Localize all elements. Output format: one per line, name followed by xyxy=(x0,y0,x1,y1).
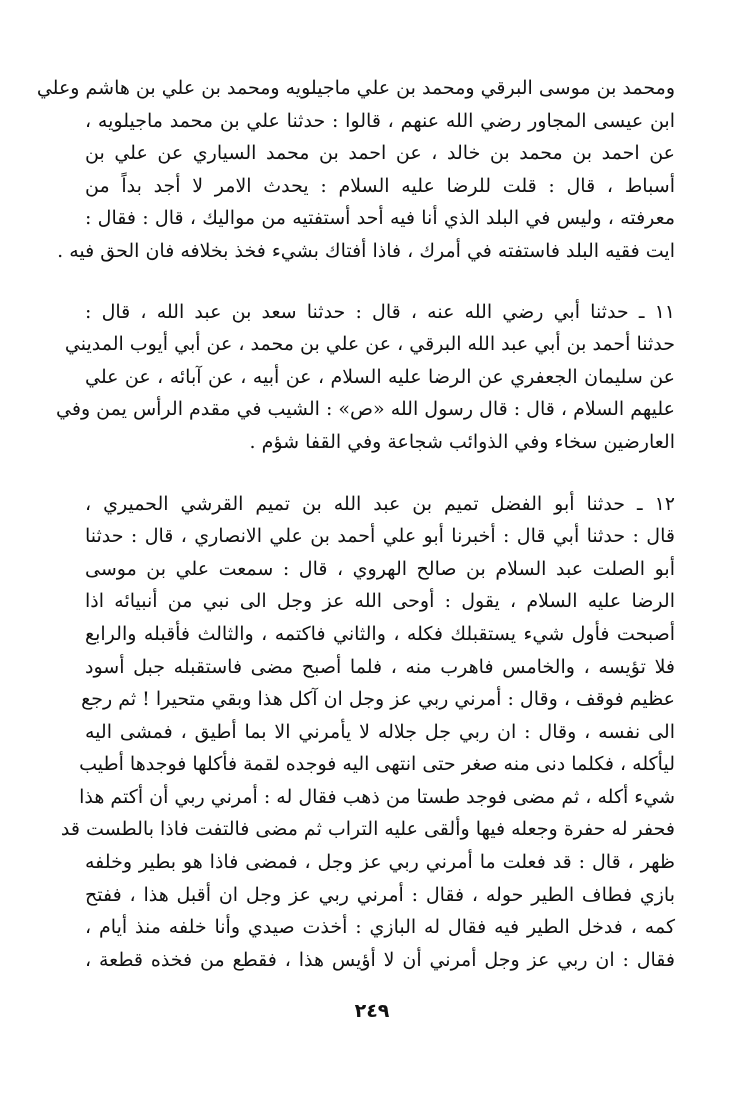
page-number: ٢٤٩ xyxy=(354,1000,390,1022)
text-line: الى نفسه ، وقال : ان ربي جل جلاله لا يأمرني الا بما أطيق ، فمشى اليه xyxy=(85,720,675,743)
text-line: ايت فقيه البلد فاستفته في أمرك ، فاذا أفتاك بشيء فخذ بخلافه فان الحق فيه . xyxy=(57,239,675,262)
text-line: ابن عيسى المجاور رضي الله عنهم ، قالوا : حدثنا علي بن محمد ماجيلويه ، xyxy=(85,109,675,132)
text-line: ظهر ، قال : قد فعلت ما أمرني ربي عز وجل ، فمضى فاذا هو بطير وخلفه xyxy=(85,851,675,874)
text-line: أصبحت فأول شيء يستقبلك فكله ، والثاني فاكتمه ، والثالث فأقبله والرابع xyxy=(85,622,675,645)
paragraph-spacer xyxy=(85,459,675,488)
text-line: عن احمد بن محمد بن خالد ، عن احمد بن محمد السياري عن علي بن xyxy=(85,142,675,165)
text-line: فقال : ان ربي عز وجل أمرني أن لا أؤيس هذا ، فقطع من فخذه قطعة ، xyxy=(85,948,675,971)
text-line: قال : حدثنا أبي قال : أخبرنا أبو علي أحمد بن علي الانصاري ، قال : حدثنا xyxy=(85,525,675,548)
text-line: أبو الصلت عبد السلام بن صالح الهروي ، قال : سمعت علي بن موسى xyxy=(85,557,675,580)
text-line: عن سليمان الجعفري عن الرضا عليه السلام ، عن أبيه ، عن آبائه ، عن علي xyxy=(85,365,675,388)
book-page xyxy=(36,72,675,976)
text-line: كمه ، فدخل الطير فيه فقال له البازي : أخذت صيدي وأنا خلفه منذ أيام ، xyxy=(85,916,675,939)
paragraph-2 xyxy=(56,296,675,459)
paragraph-1 xyxy=(36,72,675,268)
text-line: حدثنا أحمد بن أبي عبد الله البرقي ، عن علي بن محمد ، عن أبي أيوب المديني xyxy=(64,333,675,356)
text-line: معرفته ، وليس في البلد الذي أنا فيه أحد أستفتيه من مواليك ، قال : فقال : xyxy=(85,207,675,230)
paragraph-spacer xyxy=(85,268,675,296)
paragraph-3 xyxy=(60,488,675,977)
text-line: ليأكله ، فكلما دنى منه صغر حتى انتهى اليه فوجده لقمة فأكلها فوجدها أطيب xyxy=(79,753,675,776)
text-line: بازي فطاف الطير حوله ، فقال : أمرني ربي عز وجل ان أقبل هذا ، ففتح xyxy=(85,883,675,906)
text-line: فحفر له حفرة وجعله فيها وألقى عليه التراب ثم مضى فالتفت فاذا بالطست قد xyxy=(60,818,675,841)
text-line: عليهم السلام ، قال : قال رسول الله «ص» : الشيب في مقدم الرأس يمن وفي xyxy=(56,398,675,421)
text-line: ومحمد بن موسى البرقي ومحمد بن علي ماجيلويه ومحمد بن علي بن هاشم وعلي xyxy=(36,77,675,99)
text-line: فلا تؤيسه ، والخامس فاهرب منه ، فلما أصبح مضى فاستقبله جبل أسود xyxy=(85,655,675,678)
text-line: العارضين سخاء وفي الذوائب شجاعة وفي القفا شؤم . xyxy=(249,430,675,453)
text-line: شيء أكله ، ثم مضى فوجد طستا من ذهب فقال له : أمرني ربي أن أكتم هذا xyxy=(79,785,675,808)
text-line: أسباط ، قال : قلت للرضا عليه السلام : يحدث الامر لا أجد بداً من xyxy=(85,174,675,197)
text-line: ١٢ ـ حدثنا أبو الفضل تميم بن عبد الله بن تميم القرشي الحميري ، xyxy=(85,492,675,515)
text-line: ١١ ـ حدثنا أبي رضي الله عنه ، قال : حدثنا سعد بن عبد الله ، قال : xyxy=(85,300,675,323)
text-line: عظيم فوقف ، وقال : أمرني ربي عز وجل ان آكل هذا وبقي متحيرا ! ثم رجع xyxy=(81,688,675,711)
text-line: الرضا عليه السلام ، يقول : أوحى الله عز وجل الى نبي من أنبيائه اذا xyxy=(85,590,675,613)
